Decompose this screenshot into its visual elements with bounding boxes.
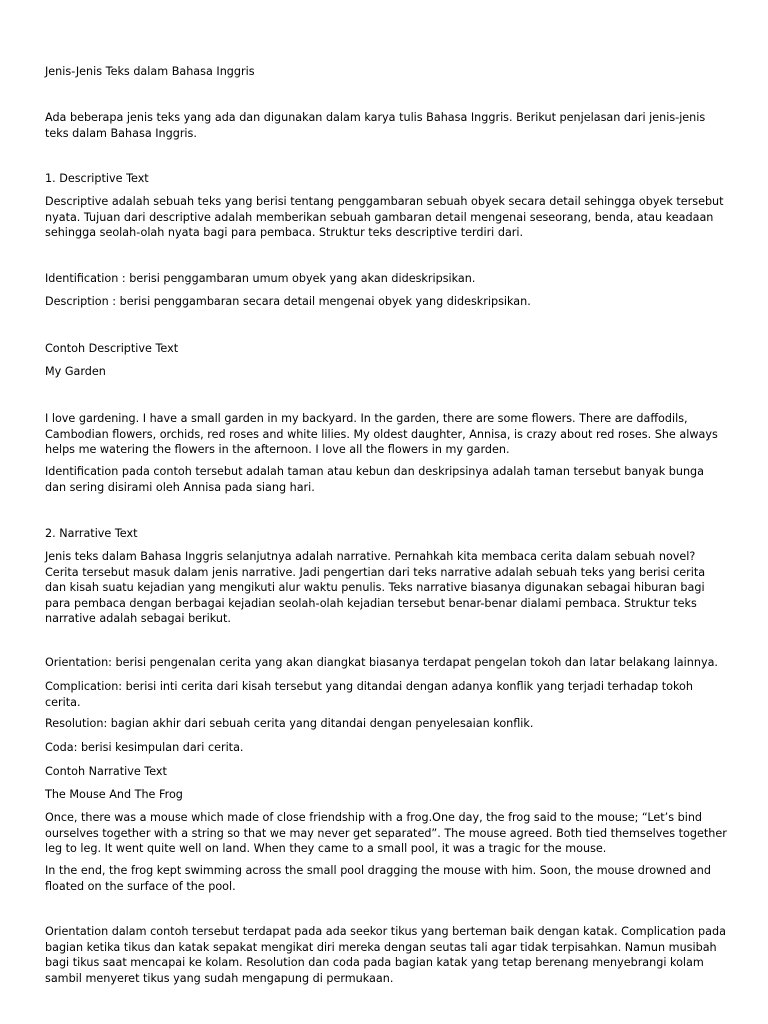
narrative-example-paragraph-1: Once, there was a mouse which made of close friendship with a frog.One day, the frog said to the mouse; “Let’s bind ourselves together with a string so that we may never get separated”. The mouse agreed. Both tied themselves together leg to leg. It went quite well on land. When they came to a small pool, it was a tragic for the mouse. <box>45 811 727 855</box>
narrative-example-note: Orientation dalam contoh tersebut terdapat pada ada seekor tikus yang berteman baik dengan katak. Complication pada bagian ketika tikus dan katak sepakat mengikat diri mereka dengan seutas tali agar tidak terpisahkan. Namun musibah bagi tikus saat mencapai ke kolam. Resolution dan coda pada bagian katak yang tetap berenang menyebrangi kolam sambil menyeret tikus yang sudah mengapung di permukaan. <box>45 925 726 985</box>
descriptive-definition: Descriptive adalah sebuah teks yang berisi tentang penggambaran sebuah obyek secara detail sehingga obyek tersebut nyata. Tujuan dari descriptive adalah memberikan sebuah gambaran detail mengenai seseorang, benda, atau keadaan sehingga seolah-olah nyata bagi para pembaca. Struktur teks descriptive terdiri dari. <box>45 195 724 239</box>
descriptive-identification: Identification : berisi penggambaran umum obyek yang akan dideskripsikan. <box>45 272 476 285</box>
narrative-example-title: The Mouse And The Frog <box>45 788 183 801</box>
narrative-resolution: Resolution: bagian akhir dari sebuah cerita yang ditandai dengan penyelesaian konflik. <box>45 717 534 730</box>
narrative-heading: 2. Narrative Text <box>45 527 138 540</box>
descriptive-example-title: My Garden <box>45 365 106 378</box>
descriptive-heading: 1. Descriptive Text <box>45 172 149 185</box>
descriptive-description: Description : berisi penggambaran secara detail mengenai obyek yang dideskripsikan. <box>45 295 531 308</box>
intro-paragraph: Ada beberapa jenis teks yang ada dan digunakan dalam karya tulis Bahasa Inggris. Berikut penjelasan dari jenis-jenis teks dalam Bahasa Inggris. <box>45 111 706 140</box>
document-title: Jenis-Jenis Teks dalam Bahasa Inggris <box>45 65 255 78</box>
narrative-orientation: Orientation: berisi pengenalan cerita yang akan diangkat biasanya terdapat pengelan tokoh dan latar belakang lainnya. <box>45 656 718 669</box>
narrative-example-paragraph-2: In the end, the frog kept swimming across the small pool dragging the mouse with him. Soon, the mouse drowned and floated on the surface of the pool. <box>45 864 711 893</box>
narrative-coda: Coda: berisi kesimpulan dari cerita. <box>45 741 244 754</box>
narrative-complication: Complication: berisi inti cerita dari kisah tersebut yang ditandai dengan adanya konflik yang terjadi terhadap tokoh cerita. <box>45 680 693 709</box>
narrative-example-label: Contoh Narrative Text <box>45 765 167 778</box>
descriptive-example-body: I love gardening. I have a small garden in my backyard. In the garden, there are some flowers. There are daffodils, Cambodian flowers, orchids, red roses and white lilies. My oldest daughter, Annisa, is crazy about red roses. She always helps me watering the flowers in the afternoon. I love all the flowers in my garden. <box>45 412 718 456</box>
descriptive-example-label: Contoh Descriptive Text <box>45 342 179 355</box>
narrative-definition: Jenis teks dalam Bahasa Inggris selanjutnya adalah narrative. Pernahkah kita membaca cerita dalam sebuah novel? Cerita tersebut masuk dalam jenis narrative. Jadi pengertian dari teks narrative adalah sebuah teks yang berisi cerita dan kisah suatu kejadian yang mengikuti alur waktu penulis. Teks narrative biasanya digunakan sebagai hiburan bagi para pembaca dengan berbagai kejadian seolah-olah kejadian tersebut benar-benar dialami pembaca. Struktur teks narrative adalah sebagai berikut. <box>45 550 706 625</box>
descriptive-example-note: Identification pada contoh tersebut adalah taman atau kebun dan deskripsinya adalah taman tersebut banyak bunga dan sering disirami oleh Annisa pada siang hari. <box>45 465 705 494</box>
